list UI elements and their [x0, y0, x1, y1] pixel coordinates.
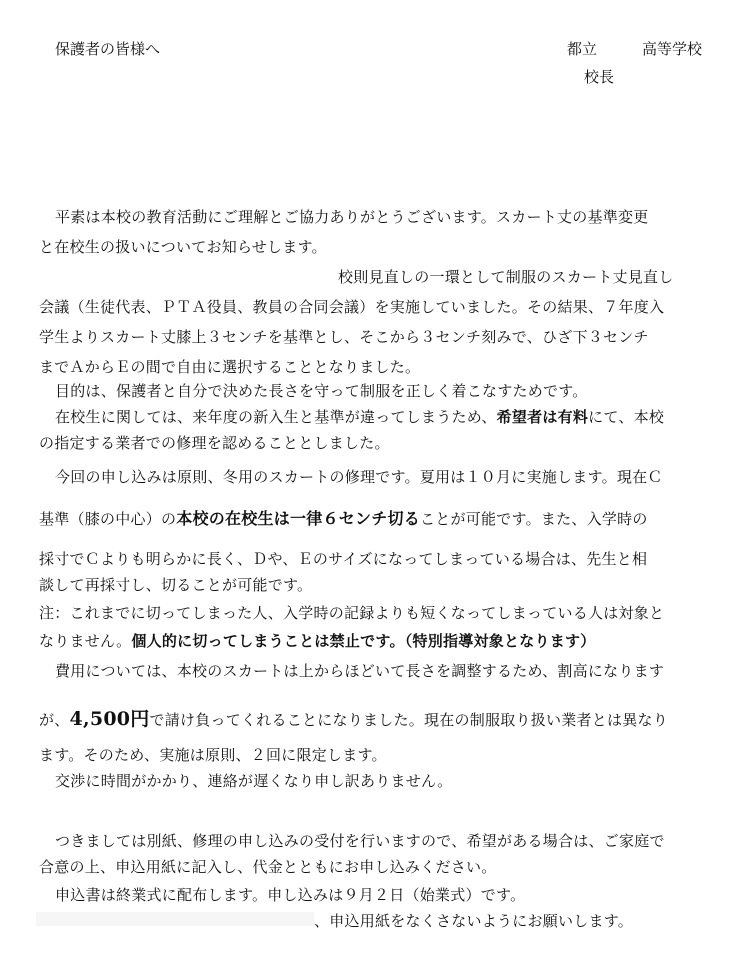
redacted-area — [36, 912, 314, 926]
body-line: ます。そのため、実施は原則、２回に限定します。 — [39, 746, 387, 764]
principal-title: 校長 — [584, 68, 615, 86]
text-segment: で請け負ってくれることになりました。現在の制服取り扱い業者とは異なり — [149, 711, 669, 729]
body-line: 交渉に時間がかかり、連絡が遅くなり申し訳ありません。 — [55, 772, 453, 790]
body-line: 申込書は終業式に配布します。申し込みは９月２日（始業式）です。 — [55, 886, 526, 904]
emphasis-text: 個人的に切ってしまうことは禁止です。（特別指導対象となります） — [131, 632, 596, 650]
text-segment: が、 — [39, 711, 70, 729]
body-line: 会議（生徒代表、ＰＴＡ役員、教員の合同会議）を実施していました。その結果、７年度入 — [39, 298, 665, 316]
body-line: 注：これまでに切ってしまった人、入学時の記録よりも短くなってしまっている人は対象と — [39, 604, 665, 622]
text-segment: 基準（膝の中心）の — [39, 510, 177, 528]
body-line: 今回の申し込みは原則、冬用のスカートの修理です。夏用は１０月に実施します。現在Ｃ — [55, 468, 663, 486]
body-line: までＡからＥの間で自由に選択することとなりました。 — [39, 358, 421, 376]
body-line: 、申込用紙をなくさないようにお願いします。 — [314, 912, 634, 930]
text-segment: ことが可能です。また、入学時の — [420, 510, 648, 528]
emphasis-text: 本校の在校生は一律６センチ切る — [176, 509, 421, 528]
body-line: の指定する業者での修理を認めることとしました。 — [39, 434, 390, 452]
body-line: つきましては別紙、修理の申し込みの受付を行いますので、希望がある場合は、ご家庭で — [55, 832, 665, 850]
school-name: 都立 高等学校 — [567, 40, 703, 58]
body-line: 目的は、保護者と自分で決めた長さを守って制服を正しく着こなすためです。 — [55, 382, 588, 400]
body-line: 採寸でＣよりも明らかに長く、Ｄや、Ｅのサイズになってしまっている場合は、先生と相 — [39, 550, 648, 568]
body-line: と在校生の扱いについてお知らせします。 — [39, 238, 327, 256]
body-line — [55, 406, 664, 427]
price-text: 4,500円 — [69, 708, 150, 730]
body-line — [39, 704, 668, 731]
body-line: 学生よりスカート丈膝上３センチを基準とし、そこから３センチ刻みで、ひざ下３センチ — [39, 328, 649, 346]
text-segment: なりません。 — [39, 632, 132, 650]
salutation: 保護者の皆様へ — [55, 40, 161, 58]
text-segment: にて、本校 — [588, 408, 665, 426]
body-line — [39, 506, 648, 529]
body-line: 校則見直しの一環として制服のスカート丈見直し — [338, 268, 674, 286]
emphasis-text: 希望者は有料 — [496, 408, 589, 426]
body-line: 費用については、本校のスカートは上からほどいて長さを調整するため、割高になります — [55, 662, 665, 680]
text-segment: 在校生に関しては、来年度の新入生と基準が違ってしまうため、 — [55, 408, 497, 426]
body-line: 合意の上、申込用紙に記入し、代金とともにお申し込みください。 — [39, 858, 497, 876]
body-line: 平素は本校の教育活動にご理解とご協力ありがとうございます。スカート丈の基準変更 — [55, 208, 649, 226]
body-line — [39, 630, 595, 651]
body-line: 談して再採寸し、切ることが可能です。 — [39, 576, 313, 594]
